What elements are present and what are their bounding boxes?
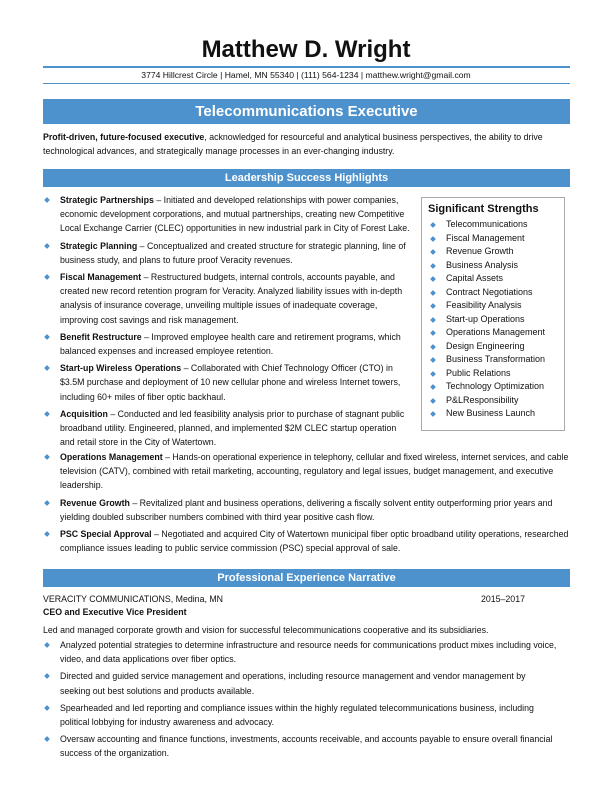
list-item — [43, 527, 570, 555]
list-item — [428, 340, 564, 354]
item-text: Directed and guided service management and operations, including resource management and vendor management by seeking out best solutions and products available. — [60, 671, 526, 696]
bullet-icon — [430, 344, 436, 350]
bullet-icon — [44, 334, 50, 340]
summary-text: , acknowledged for resourceful and analytical business perspectives, the ability to drive technological advances, and strategically manage processes in an ever-changing industry. — [43, 132, 543, 157]
item-text: P&LResponsibility — [446, 394, 519, 405]
item-text: – Improved employee health care and retirement programs, which balanced expenses and increased employee retention. — [60, 331, 401, 357]
list-item — [43, 496, 570, 524]
list-item — [428, 259, 564, 273]
item-title: Strategic Planning — [60, 240, 138, 251]
bullet-icon — [44, 454, 50, 460]
item-text: Analyzed potential strategies to determine infrastructure and resource needs for communications product mixes including voice, video, and data applications over fiber optics. — [60, 640, 557, 665]
list-item — [43, 450, 570, 493]
bullet-icon — [44, 736, 50, 742]
strengths-box — [421, 197, 565, 431]
strengths-list — [428, 218, 564, 421]
bullet-icon — [430, 303, 436, 309]
list-item — [428, 407, 564, 421]
list-item — [43, 270, 413, 327]
job-summary: Led and managed corporate growth and vision for successful telecommunications cooperative and its subsidiaries. — [43, 625, 489, 635]
list-item — [43, 669, 558, 697]
item-text: Spearheaded and led reporting and compliance issues within the highly regulated telecommunications business, including political lobbying for industry awareness and advocacy. — [60, 702, 534, 728]
list-item — [428, 286, 564, 300]
bullet-icon — [430, 263, 436, 269]
bullet-icon — [44, 197, 50, 203]
list-item — [428, 272, 564, 286]
list-item — [43, 407, 413, 450]
candidate-name: Matthew D. Wright — [201, 36, 411, 63]
title-bar: Telecommunications Executive — [43, 99, 570, 124]
bullet-icon — [430, 276, 436, 282]
item-title: Revenue Growth — [60, 497, 130, 508]
bullet-icon — [430, 222, 436, 228]
highlights-heading: Leadership Success Highlights — [43, 169, 570, 187]
item-text: Business Transformation — [446, 354, 546, 364]
item-text: Technology Optimization — [446, 381, 545, 391]
job-title: CEO and Executive Vice President — [43, 607, 187, 617]
experience-heading: Professional Experience Narrative — [43, 569, 570, 587]
bullet-icon — [44, 500, 50, 506]
item-text: – Conducted and led feasibility analysis prior to purchase of stagnant public broadband utility. Engineered, planned, and implemented $2M CLEC startup operation and retail store in the City of Watertown. — [60, 408, 405, 448]
bullet-icon — [44, 531, 50, 537]
list-item — [428, 380, 564, 394]
bullet-icon — [44, 411, 50, 417]
bullet-icon — [430, 330, 436, 336]
item-text: Feasibility Analysis — [446, 300, 522, 310]
item-text: Revenue Growth — [446, 246, 514, 256]
list-item — [43, 239, 413, 267]
bullet-icon — [44, 365, 50, 371]
list-item — [428, 326, 564, 340]
bullet-icon — [44, 705, 50, 711]
bullet-icon — [430, 398, 436, 404]
item-title: Benefit Restructure — [60, 331, 142, 342]
item-text: – Conceptualized and created structure for strategic planning, line of business study, and plans to future proof Veracity revenues. — [60, 240, 406, 265]
dates: 2015–2017 — [480, 594, 525, 604]
summary-bold: Profit-driven, future-focused executive — [43, 132, 205, 142]
list-item — [428, 299, 564, 313]
experience-bullets — [43, 638, 558, 764]
summary — [43, 130, 570, 158]
list-item — [428, 232, 564, 246]
list-item — [43, 193, 413, 236]
item-text: – Hands-on operational experience in telephony, cellular and fixed wireless, internet services, and cable television (CATV), combined with retail marketing, accounting, regulatory and legal issues, budget management, and executive leadership. — [60, 452, 569, 491]
item-text: – Collaborated with Chief Technology Officer (CTO) in $3.5M purchase and deployment of 10 new cellular phone and wireless Internet towers, including 60+ miles of fiber optic backhaul. — [60, 363, 401, 402]
bullet-icon — [44, 274, 50, 280]
bullet-icon — [430, 236, 436, 242]
item-title: Strategic Partnerships — [60, 195, 154, 205]
contact-info: 3774 Hillcrest Circle | Hamel, MN 55340 | (111) 564-1234 | matthew.wright@gmail.com — [141, 70, 471, 80]
item-text: Design Engineering — [446, 340, 525, 351]
list-item — [43, 701, 558, 729]
bullet-icon — [430, 290, 436, 296]
item-text: Telecommunications — [446, 219, 528, 229]
item-text: – Negotiated and acquired City of Watertown municipal fiber optic broadband utility operations, researched compliance issues leading to public service commission (PSC) special approval of sale. — [60, 529, 569, 554]
bullet-icon — [44, 674, 50, 680]
item-title: Fiscal Management — [60, 272, 142, 283]
bullet-icon — [430, 411, 436, 417]
item-title: Acquisition — [60, 408, 108, 419]
item-text: Oversaw accounting and finance functions, investments, accounts receivable, and accounts payable to ensure overall financial success of the organization. — [60, 734, 553, 759]
list-item — [428, 313, 564, 327]
list-item — [43, 330, 413, 358]
list-item — [43, 732, 558, 760]
list-item — [43, 361, 413, 404]
bullet-icon — [430, 357, 436, 363]
list-item — [43, 638, 558, 666]
highlights-list-left — [43, 193, 413, 452]
item-text: Operations Management — [446, 327, 546, 337]
bullet-icon — [430, 384, 436, 390]
bullet-icon — [430, 249, 436, 255]
list-item — [428, 353, 564, 367]
bullet-icon — [44, 642, 50, 648]
contact-rule — [43, 83, 570, 84]
item-title: Start-up Wireless Operations — [60, 363, 182, 374]
item-text: Public Relations — [446, 367, 511, 378]
item-text: Contract Negotiations — [446, 286, 533, 297]
header-rule — [43, 66, 570, 68]
company: VERACITY COMMUNICATIONS, Medina, MN — [43, 594, 224, 604]
highlights-list-full — [43, 450, 570, 558]
bullet-icon — [430, 317, 436, 323]
strengths-heading: Significant Strengths — [428, 203, 539, 215]
list-item — [428, 218, 564, 232]
bullet-icon — [44, 243, 50, 249]
item-text: Capital Assets — [446, 273, 504, 283]
item-text: New Business Launch — [446, 408, 536, 418]
item-title: PSC Special Approval — [60, 529, 152, 540]
bullet-icon — [430, 371, 436, 377]
item-text: Start-up Operations — [446, 313, 525, 324]
list-item — [428, 245, 564, 259]
item-text: – Restructured budgets, internal controls, accounts payable, and created new record retention program for Veracity. Analyzed liability issues with in-depth analysis of insurance coverage, unveiling multiple issues of inadequate coverage, improving cost savings and risk management. — [60, 272, 403, 325]
list-item — [428, 367, 564, 381]
list-item — [428, 394, 564, 408]
item-text: Business Analysis — [446, 259, 519, 270]
item-text: – Revitalized plant and business operations, delivering a fiscally solvent entity outperforming prior years and yielding doubled subscriber numbers combined with third year positive cash flow. — [60, 497, 553, 522]
item-text: Fiscal Management — [446, 232, 525, 243]
item-text: – Initiated and developed relationships with power companies, economic development corporations, and mutual partnerships, creating new Competitive Local Exchange Carrier (CLEC) opportunities in new industrial park in City of Forest Lake. — [60, 195, 410, 234]
item-title: Operations Management — [60, 452, 163, 462]
